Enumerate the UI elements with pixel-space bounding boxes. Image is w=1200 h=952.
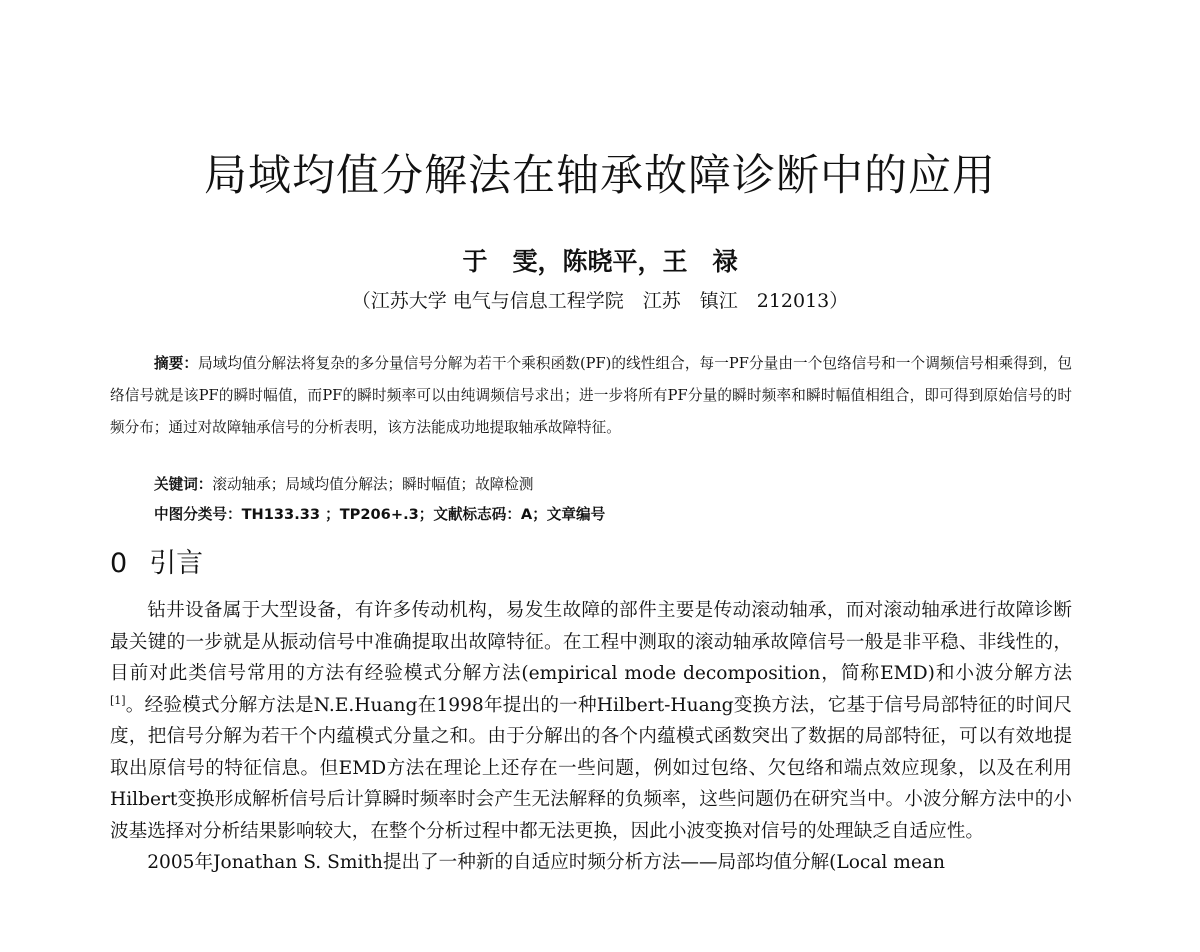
- paragraph: [110, 595, 1072, 847]
- paragraph: 2005年Jonathan S. Smith提出了一种新的自适应时频分析方法——局部均值分解(Local mean: [147, 852, 945, 873]
- keywords-text: 滚动轴承；局域均值分解法；瞬时幅值；故障检测: [212, 476, 534, 493]
- abstract-label: 摘要：: [154, 355, 199, 372]
- keywords: [154, 470, 1072, 500]
- section-heading: [110, 541, 203, 580]
- section-number: 0: [110, 548, 128, 579]
- paragraph-text: 钻井设备属于大型设备，有许多传动机构，易发生故障的部件主要是传动滚动轴承，而对滚动轴承进行故障诊断最关键的一步就是从振动信号中准确提取出故障特征。在工程中测取的滚动轴承故障信号一般是非平稳、非线性的，目前对此类信号常用的方法有经验模式分解方法(empirical mode decomposition，简称EMD)和小波分解方法: [110, 600, 1072, 684]
- classification-line: 中图分类号：TH133.33 ；TP206+.3；文献标志码：A；文章编号: [154, 506, 606, 523]
- section-title: 引言: [149, 548, 204, 579]
- paragraph-text: 。经验模式分解方法是N.E.Huang在1998年提出的一种Hilbert-Huang变换方法，它基于信号局部特征的时间尺度，把信号分解为若干个内蕴模式分量之和。由于分解出的各个内蕴模式函数突出了数据的局部特征，可以有效地提取出原信号的特征信息。但EMD方法在理论上还存在一些问题，例如过包络、欠包络和端点效应现象，以及在利用Hilbert变换形成解析信号后计算瞬时频率时会产生无法解释的负频率，这些问题仍在研究当中。小波分解方法中的小波基选择对分析结果影响较大，在整个分析过程中都无法更换，因此小波变换对信号的处理缺乏自适应性。: [110, 694, 1072, 842]
- abstract: [110, 348, 1072, 444]
- citation-ref: [1]: [110, 693, 126, 707]
- keywords-label: 关键词：: [154, 476, 213, 493]
- affiliation: （江苏大学 电气与信息工程学院 江苏 镇江 212013）: [351, 290, 849, 312]
- abstract-text: 局域均值分解法将复杂的多分量信号分解为若干个乘积函数(PF)的线性组合，每一PF分量由一个包络信号和一个调频信号相乘得到，包络信号就是该PF的瞬时幅值，而PF的瞬时频率可以由纯调频信号求出；进一步将所有PF分量的瞬时频率和瞬时幅值相组合，即可得到原始信号的时频分布；通过对故障轴承信号的分析表明，该方法能成功地提取轴承故障特征。: [110, 355, 1072, 436]
- paper-title: 局域均值分解法在轴承故障诊断中的应用: [204, 151, 996, 201]
- body-text: [110, 595, 1072, 879]
- author-list: 于 雯，陈晓平，王 禄: [462, 247, 738, 276]
